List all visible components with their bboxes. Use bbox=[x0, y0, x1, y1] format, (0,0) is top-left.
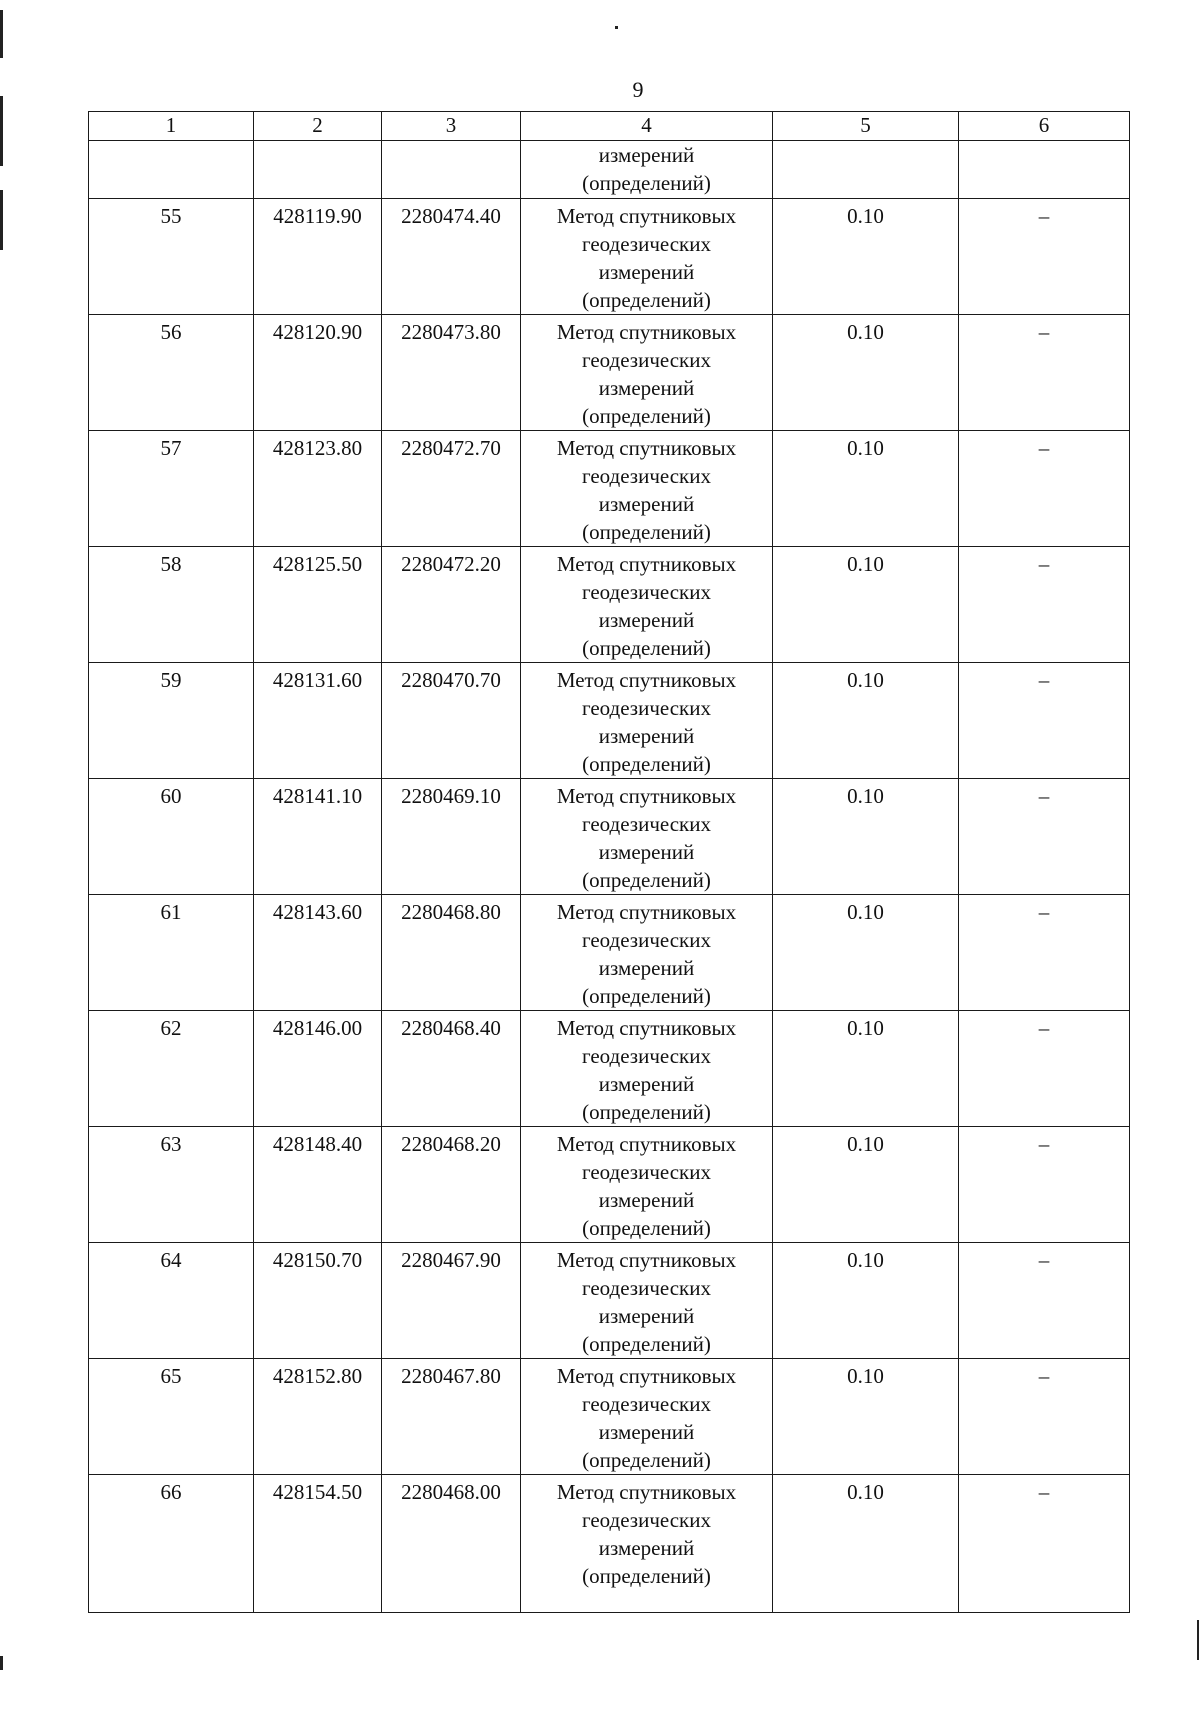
scan-edge-mark bbox=[0, 10, 3, 58]
note-cell bbox=[959, 663, 1130, 779]
accuracy-cell bbox=[773, 315, 959, 431]
x-coordinate-text: 428148.40 bbox=[272, 1132, 363, 1156]
method-text: Метод спутниковых геодезических измерений (определений) bbox=[556, 1364, 737, 1472]
accuracy-text: 0.10 bbox=[847, 552, 884, 576]
accuracy-text: 0.10 bbox=[847, 1364, 884, 1388]
accuracy-text: 0.10 bbox=[847, 320, 884, 344]
method-text: измерений (определений) bbox=[582, 143, 711, 195]
note-cell bbox=[959, 1359, 1130, 1475]
method-text: Метод спутниковых геодезических измерений (определений) bbox=[556, 1132, 737, 1240]
note-text: – bbox=[1038, 320, 1050, 344]
page-number: 9 bbox=[632, 77, 644, 102]
point-number-cell bbox=[89, 1011, 254, 1127]
column-number-cell: 2 bbox=[254, 112, 382, 141]
point-number-text: 60 bbox=[160, 784, 182, 808]
x-coordinate-cell bbox=[254, 431, 382, 547]
method-cell bbox=[521, 663, 773, 779]
coordinates-table bbox=[88, 111, 1130, 1613]
x-coordinate-text: 428125.50 bbox=[272, 552, 363, 576]
y-coordinate-text: 2280472.70 bbox=[401, 436, 501, 460]
method-cell bbox=[521, 1243, 773, 1359]
accuracy-cell bbox=[773, 779, 959, 895]
point-number-text: 55 bbox=[160, 204, 182, 228]
note-cell bbox=[959, 547, 1130, 663]
method-text: Метод спутниковых геодезических измерений (определений) bbox=[556, 1480, 737, 1588]
empty-cell bbox=[382, 141, 521, 199]
point-number-cell bbox=[89, 431, 254, 547]
y-coordinate-text: 2280467.80 bbox=[401, 1364, 501, 1388]
x-coordinate-text: 428123.80 bbox=[272, 436, 363, 460]
note-cell bbox=[959, 431, 1130, 547]
x-coordinate-cell bbox=[254, 663, 382, 779]
table-row bbox=[89, 1011, 1130, 1127]
note-cell bbox=[959, 199, 1130, 315]
table-row bbox=[89, 663, 1130, 779]
x-coordinate-cell bbox=[254, 315, 382, 431]
table-row bbox=[89, 315, 1130, 431]
empty-cell bbox=[89, 141, 254, 199]
scan-edge-mark bbox=[0, 1656, 3, 1670]
note-text: – bbox=[1038, 668, 1050, 692]
accuracy-cell bbox=[773, 431, 959, 547]
accuracy-cell bbox=[773, 1475, 959, 1613]
accuracy-text: 0.10 bbox=[847, 900, 884, 924]
continuation-row bbox=[89, 141, 1130, 199]
y-coordinate-text: 2280468.20 bbox=[401, 1132, 501, 1156]
method-text: Метод спутниковых геодезических измерений (определений) bbox=[556, 668, 737, 776]
method-cell bbox=[521, 895, 773, 1011]
x-coordinate-text: 428143.60 bbox=[272, 900, 363, 924]
method-cell bbox=[521, 1127, 773, 1243]
method-cell bbox=[521, 779, 773, 895]
note-text: – bbox=[1038, 900, 1050, 924]
x-coordinate-cell bbox=[254, 779, 382, 895]
point-number-text: 62 bbox=[160, 1016, 182, 1040]
accuracy-text: 0.10 bbox=[847, 1016, 884, 1040]
y-coordinate-text: 2280468.80 bbox=[401, 900, 501, 924]
scan-edge-mark bbox=[1197, 1620, 1199, 1660]
table-row bbox=[89, 1243, 1130, 1359]
method-text: Метод спутниковых геодезических измерений (определений) bbox=[556, 900, 737, 1008]
point-number-cell bbox=[89, 199, 254, 315]
note-text: – bbox=[1038, 552, 1050, 576]
note-cell bbox=[959, 1475, 1130, 1613]
accuracy-cell bbox=[773, 1127, 959, 1243]
y-coordinate-cell bbox=[382, 895, 521, 1011]
point-number-text: 66 bbox=[160, 1480, 182, 1504]
x-coordinate-cell bbox=[254, 1243, 382, 1359]
empty-cell bbox=[773, 141, 959, 199]
empty-cell bbox=[254, 141, 382, 199]
point-number-text: 58 bbox=[160, 552, 182, 576]
point-number-text: 59 bbox=[160, 668, 182, 692]
accuracy-text: 0.10 bbox=[847, 784, 884, 808]
accuracy-cell bbox=[773, 1359, 959, 1475]
x-coordinate-cell bbox=[254, 895, 382, 1011]
note-cell bbox=[959, 1243, 1130, 1359]
method-text: Метод спутниковых геодезических измерений (определений) bbox=[556, 204, 737, 312]
column-number-cell: 1 bbox=[89, 112, 254, 141]
y-coordinate-text: 2280474.40 bbox=[401, 204, 501, 228]
y-coordinate-cell bbox=[382, 315, 521, 431]
note-text: – bbox=[1038, 204, 1050, 228]
point-number-cell bbox=[89, 1127, 254, 1243]
x-coordinate-cell bbox=[254, 1011, 382, 1127]
accuracy-text: 0.10 bbox=[847, 436, 884, 460]
column-number-cell: 4 bbox=[521, 112, 773, 141]
note-cell bbox=[959, 779, 1130, 895]
y-coordinate-text: 2280470.70 bbox=[401, 668, 501, 692]
note-text: – bbox=[1038, 784, 1050, 808]
note-cell bbox=[959, 1011, 1130, 1127]
x-coordinate-text: 428120.90 bbox=[272, 320, 363, 344]
y-coordinate-cell bbox=[382, 1243, 521, 1359]
note-text: – bbox=[1038, 1364, 1050, 1388]
point-number-cell bbox=[89, 547, 254, 663]
scan-edge-mark bbox=[0, 190, 3, 250]
accuracy-text: 0.10 bbox=[847, 204, 884, 228]
point-number-text: 56 bbox=[160, 320, 182, 344]
point-number-text: 61 bbox=[160, 900, 182, 924]
point-number-cell bbox=[89, 779, 254, 895]
x-coordinate-cell bbox=[254, 1359, 382, 1475]
x-coordinate-text: 428141.10 bbox=[272, 784, 363, 808]
table-row bbox=[89, 1127, 1130, 1243]
table-row bbox=[89, 895, 1130, 1011]
y-coordinate-text: 2280468.00 bbox=[401, 1480, 501, 1504]
table-row bbox=[89, 431, 1130, 547]
y-coordinate-cell bbox=[382, 1011, 521, 1127]
table-row bbox=[89, 199, 1130, 315]
method-cell bbox=[521, 547, 773, 663]
note-cell bbox=[959, 1127, 1130, 1243]
y-coordinate-cell bbox=[382, 431, 521, 547]
accuracy-cell bbox=[773, 663, 959, 779]
table-row bbox=[89, 1359, 1130, 1475]
column-number-cell: 3 bbox=[382, 112, 521, 141]
column-number-cell: 5 bbox=[773, 112, 959, 141]
method-text: Метод спутниковых геодезических измерений (определений) bbox=[556, 436, 737, 544]
note-text: – bbox=[1038, 1132, 1050, 1156]
accuracy-cell bbox=[773, 1011, 959, 1127]
accuracy-cell bbox=[773, 1243, 959, 1359]
y-coordinate-text: 2280469.10 bbox=[401, 784, 501, 808]
method-cell bbox=[521, 315, 773, 431]
x-coordinate-cell bbox=[254, 199, 382, 315]
point-number-cell bbox=[89, 1243, 254, 1359]
note-text: – bbox=[1038, 1248, 1050, 1272]
method-text: Метод спутниковых геодезических измерений (определений) bbox=[556, 320, 737, 428]
column-number-row bbox=[89, 112, 1130, 141]
note-cell bbox=[959, 895, 1130, 1011]
accuracy-text: 0.10 bbox=[847, 668, 884, 692]
y-coordinate-cell bbox=[382, 779, 521, 895]
point-number-text: 63 bbox=[160, 1132, 182, 1156]
x-coordinate-cell bbox=[254, 547, 382, 663]
method-text: Метод спутниковых геодезических измерений (определений) bbox=[556, 1016, 737, 1124]
accuracy-text: 0.10 bbox=[847, 1480, 884, 1504]
y-coordinate-cell bbox=[382, 1475, 521, 1613]
column-number-cell: 6 bbox=[959, 112, 1130, 141]
note-cell bbox=[959, 315, 1130, 431]
empty-cell bbox=[959, 141, 1130, 199]
table-row bbox=[89, 1475, 1130, 1613]
accuracy-cell bbox=[773, 895, 959, 1011]
y-coordinate-cell bbox=[382, 199, 521, 315]
point-number-cell bbox=[89, 1359, 254, 1475]
accuracy-text: 0.10 bbox=[847, 1248, 884, 1272]
table-row bbox=[89, 779, 1130, 895]
y-coordinate-text: 2280473.80 bbox=[401, 320, 501, 344]
point-number-text: 65 bbox=[160, 1364, 182, 1388]
method-text: Метод спутниковых геодезических измерений (определений) bbox=[556, 1248, 737, 1356]
x-coordinate-text: 428154.50 bbox=[272, 1480, 363, 1504]
method-text: Метод спутниковых геодезических измерений (определений) bbox=[556, 552, 737, 660]
point-number-cell bbox=[89, 895, 254, 1011]
method-cell bbox=[521, 1011, 773, 1127]
method-cell bbox=[521, 1359, 773, 1475]
note-text: – bbox=[1038, 1016, 1050, 1040]
point-number-cell bbox=[89, 1475, 254, 1613]
accuracy-cell bbox=[773, 547, 959, 663]
x-coordinate-text: 428119.90 bbox=[273, 204, 362, 228]
y-coordinate-text: 2280467.90 bbox=[401, 1248, 501, 1272]
note-text: – bbox=[1038, 1480, 1050, 1504]
method-text: Метод спутниковых геодезических измерений (определений) bbox=[556, 784, 737, 892]
x-coordinate-text: 428152.80 bbox=[272, 1364, 363, 1388]
method-cell bbox=[521, 431, 773, 547]
point-number-text: 64 bbox=[160, 1248, 182, 1272]
x-coordinate-text: 428131.60 bbox=[272, 668, 363, 692]
table-body bbox=[89, 112, 1130, 1613]
y-coordinate-text: 2280468.40 bbox=[401, 1016, 501, 1040]
accuracy-text: 0.10 bbox=[847, 1132, 884, 1156]
point-number-cell bbox=[89, 315, 254, 431]
accuracy-cell bbox=[773, 199, 959, 315]
x-coordinate-text: 428146.00 bbox=[272, 1016, 363, 1040]
point-number-text: 57 bbox=[160, 436, 182, 460]
method-cell bbox=[521, 141, 773, 199]
y-coordinate-cell bbox=[382, 547, 521, 663]
method-cell bbox=[521, 1475, 773, 1613]
point-number-cell bbox=[89, 663, 254, 779]
scan-edge-mark bbox=[0, 96, 3, 166]
method-cell bbox=[521, 199, 773, 315]
y-coordinate-cell bbox=[382, 1359, 521, 1475]
x-coordinate-cell bbox=[254, 1475, 382, 1613]
note-text: – bbox=[1038, 436, 1050, 460]
y-coordinate-cell bbox=[382, 1127, 521, 1243]
x-coordinate-cell bbox=[254, 1127, 382, 1243]
scan-speck bbox=[615, 26, 618, 29]
x-coordinate-text: 428150.70 bbox=[272, 1248, 363, 1272]
table-row bbox=[89, 547, 1130, 663]
y-coordinate-cell bbox=[382, 663, 521, 779]
y-coordinate-text: 2280472.20 bbox=[401, 552, 501, 576]
